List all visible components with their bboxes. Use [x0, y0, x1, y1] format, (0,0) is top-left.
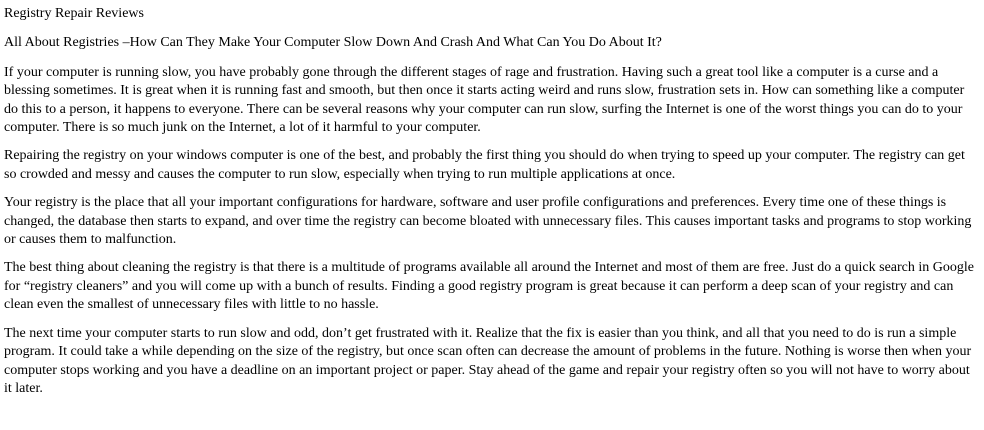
- article-paragraph: If your computer is running slow, you have probably gone through the different stages of rage and frustration. Having such a great tool like a computer is a curse and a blessing sometimes. It is great when it is running fast and smooth, but then once it starts acting weird and runs slow, frustration sets in. How can something like a computer do this to a person, it happens to everyone. There can be several reasons why your computer can run slow, surfing the Internet is one of the worst things you can do to your computer. There is so much junk on the Internet, a lot of it harmful to your computer.: [4, 64, 965, 136]
- article-paragraph: Your registry is the place that all your important configurations for hardware, software and user profile configurations and preferences. Every time one of these things is changed, the database then starts to expand, and over time the registry can become bloated with unnecessary files. This causes important tasks and programs to stop working or causes them to malfunction.: [4, 195, 972, 248]
- article-title: All About Registries –How Can They Make Your Computer Slow Down And Crash And What Can You Do About It?: [4, 35, 662, 51]
- article-paragraph: Repairing the registry on your windows computer is one of the best, and probably the first thing you should do when trying to speed up your computer. The registry can get so crowded and messy and causes the computer to run slow, especially when trying to run multiple applications at once.: [4, 148, 965, 182]
- article-paragraph: The next time your computer starts to run slow and odd, don’t get frustrated with it. Realize that the fix is easier than you think, and all that you need to do is run a simple program. It could take a while depending on the size of the registry, but once scan often can decrease the amount of problems in the future. Nothing is worse then when your computer stops working and you have a deadline on an important project or paper. Stay ahead of the game and repair your registry often so you will not have to worry about it later.: [4, 325, 972, 396]
- site-title: Registry Repair Reviews: [4, 6, 144, 21]
- article-paragraph: The best thing about cleaning the registry is that there is a multitude of programs available all around the Internet and most of them are free. Just do a quick search in Google for “registry cleaners” and you will come up with a bunch of results. Finding a good registry program is great because it can perform a deep scan of your registry and can clean even the smallest of unnecessary files with little to no hassle.: [4, 260, 974, 313]
